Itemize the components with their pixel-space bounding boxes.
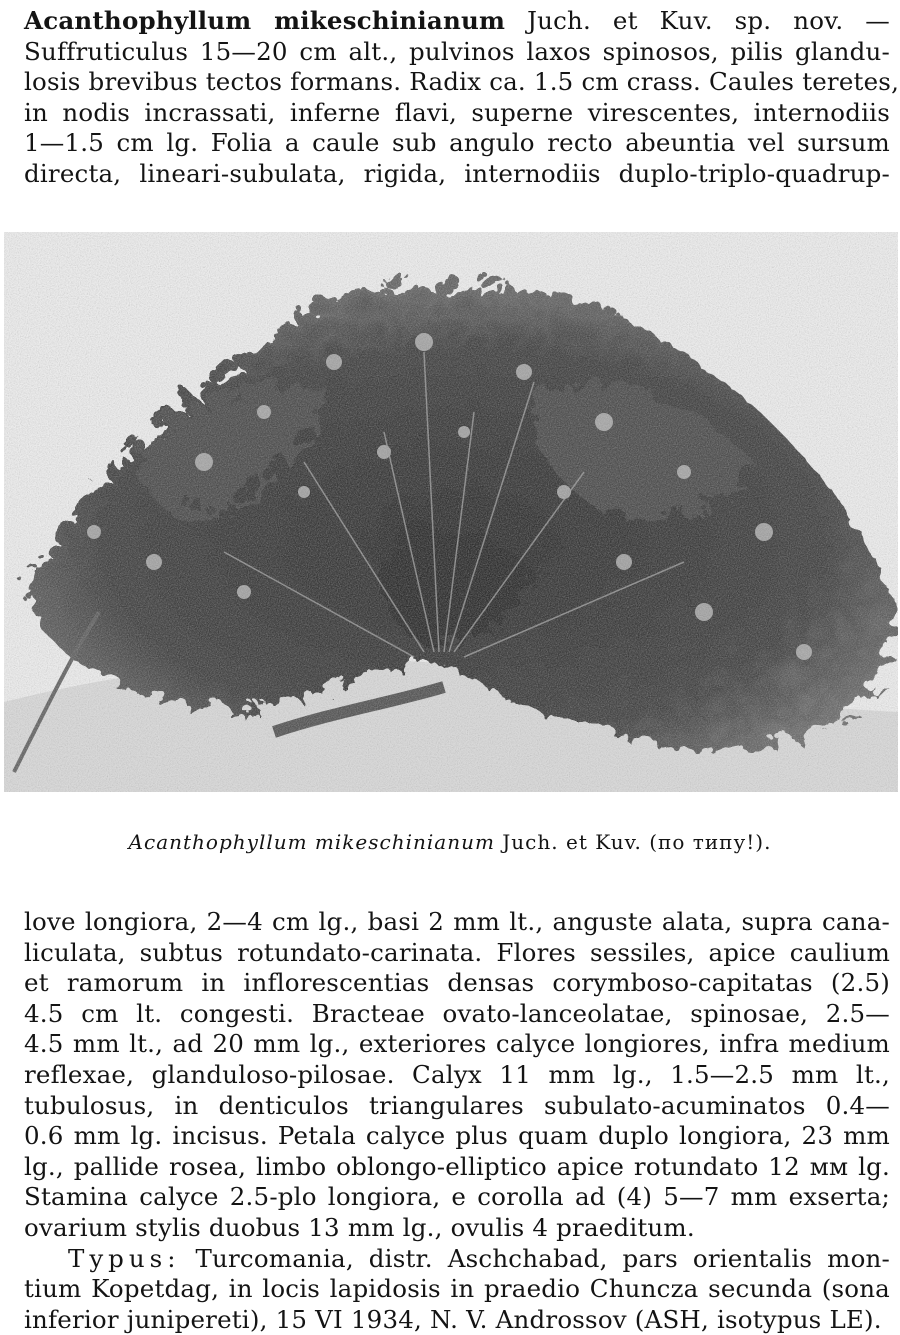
text-line: ovarium stylis duobus 13 mm lg., ovulis 4 praeditum. [24,1212,695,1242]
text-line: reflexae, glanduloso-pilosae. Calyx 11 mm lg., 1.5—2.5 mm lt., [24,1059,890,1089]
text-line: inferior junipereti), 15 VI 1934, N. V. Androssov (ASH, isotypus LE). [24,1304,882,1334]
text-line: love longiora, 2—4 cm lg., basi 2 mm lt., anguste alata, supra cana- [24,907,890,936]
caption-authority: Juch. et Kuv. (по типу!). [502,830,772,854]
text-line: 4.5 cm lt. congesti. Bracteae ovato-lanceolatae, spinosae, 2.5— [24,998,890,1028]
caption-species: Acanthophyllum mikeschinianum [128,830,495,854]
species-authority: Juch. et Kuv. sp. nov. — [527,6,890,35]
typus-text: Turcomania, distr. Aschchabad, pars orientalis mon- [195,1243,890,1273]
figure-caption [0,830,900,854]
typus-line [24,1244,890,1275]
typus-label: Typus: [68,1243,181,1273]
text-line: 0.6 mm lg. incisus. Petala calyce plus quam duplo longiora, 23 mm [24,1121,890,1151]
text-line: Stamina calyce 2.5-plo longiora, e corolla ad (4) 5—7 mm exserta; [24,1182,890,1212]
description-top-paragraph [24,6,900,190]
description-bottom-paragraph [24,907,890,1335]
text-line: tubulosus, in denticulos triangulares subulato-acuminatos 0.4— [24,1090,890,1120]
text-line: directa, lineari-subulata, rigida, internodiis duplo-triplo-quadrup- [24,158,890,188]
text-line: in nodis incrassati, inferne flavi, superne virescentes, internodiis [24,97,890,127]
text-line: tium Kopetdag, in locis lapidosis in praedio Chuncza secunda (sona [24,1274,890,1304]
text-line: Suffruticulus 15—20 cm alt., pulvinos laxos spinosos, pilis glandu- [24,36,890,66]
text-line: liculata, subtus rotundato-carinata. Flores sessiles, apice caulium [24,937,890,967]
text-line: 1—1.5 cm lg. Folia a caule sub angulo recto abeuntia vel sursum [24,128,890,158]
text-line: 4.5 mm lt., ad 20 mm lg., exteriores calyce longiores, infra medium [24,1029,890,1059]
text-line [24,6,890,37]
text-line: losis brevibus tectos formans. Radix ca. 1.5 cm crass. Caules teretes, [24,67,900,97]
plant-photograph [4,232,898,792]
text-line: lg., pallide rosea, limbo oblongo-elliptico apice rotundato 12 мм lg. [24,1151,890,1181]
text-line: et ramorum in inflorescentias densas corymboso-capitatas (2.5) [24,968,890,998]
species-title: Acanthophyllum mikeschinianum [24,6,506,35]
